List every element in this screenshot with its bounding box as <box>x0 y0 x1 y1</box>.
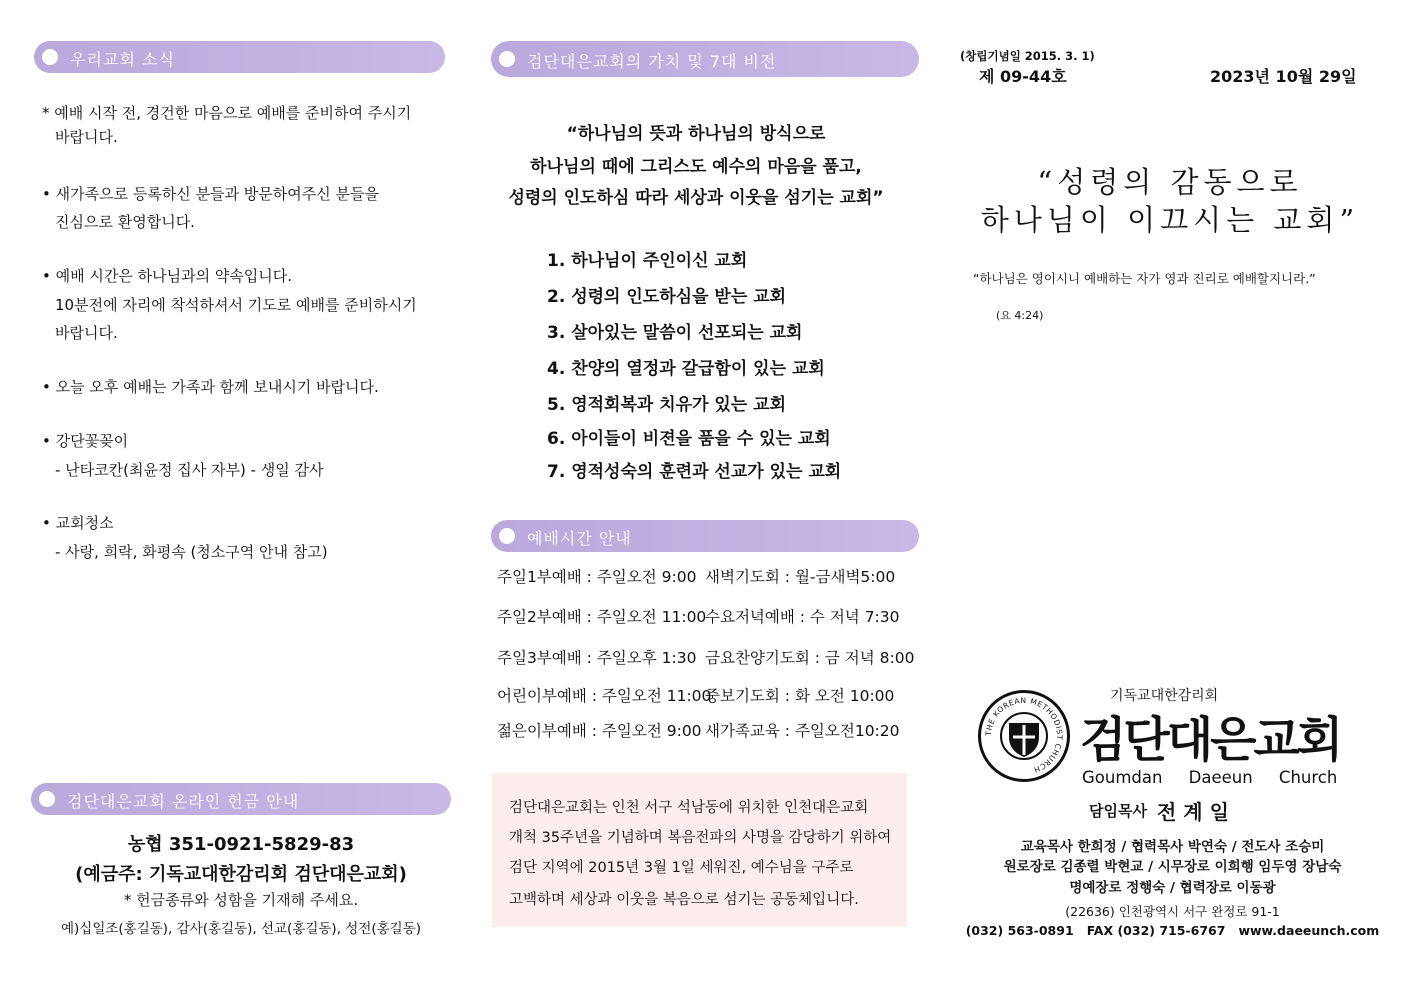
news-line: 바랍니다. <box>55 324 118 342</box>
staff-line: 원로장로 김종렬 박현교 / 시무장로 이희행 임두영 장남숙 <box>1003 859 1342 875</box>
news-line: • 오늘 오후 예배는 가족과 함께 보내시기 바랍니다. <box>42 378 379 396</box>
intro-line: 검단 지역에 2015년 3월 1일 세워진, 예수님을 구주로 <box>509 860 854 876</box>
motto-line: 하나님이 이끄시는 교회” <box>980 203 1360 237</box>
account-holder: (예금주: 기독교대한감리회 검단대은교회) <box>75 864 407 885</box>
church-name-english: Goumdan Daeeun Church <box>1082 768 1338 787</box>
vision-item: 6. 아이들이 비젼을 품을 수 있는 교회 <box>547 429 831 449</box>
scripture-reference: (요 4:24) <box>996 309 1044 322</box>
vision-item: 1. 하나님이 주인이신 교회 <box>547 251 748 271</box>
vision-quote-line: “하나님의 뜻과 하나님의 방식으로 <box>566 124 826 144</box>
vision-header-label: 검단대은교회의 가치 및 7대 비전 <box>527 52 777 71</box>
news-header-label: 우리교회 소식 <box>70 50 175 69</box>
news-line: 바랍니다. <box>55 128 118 146</box>
vision-header <box>491 41 919 77</box>
news-line: 진심으로 환영합니다. <box>55 213 195 231</box>
worship-row-left: 젊은이부예배 : 주일오전 9:00 <box>497 722 702 740</box>
news-line: • 예배 시간은 하나님과의 약속입니다. <box>42 267 293 285</box>
church-address: (22636) 인천광역시 서구 완정로 91-1 <box>1065 904 1280 919</box>
vision-item: 3. 살아있는 말씀이 선포되는 교회 <box>547 323 803 343</box>
worship-row-right: 중보기도회 : 화 오전 10:00 <box>705 687 895 705</box>
bulletin-date: 2023년 10월 29일 <box>1210 67 1357 86</box>
intro-line: 검단대은교회는 인천 서구 석남동에 위치한 인천대은교회 <box>509 800 869 816</box>
vision-item: 7. 영적성숙의 훈련과 선교가 있는 교회 <box>547 462 842 482</box>
worship-row-left: 주일3부예배 : 주일오후 1:30 <box>497 649 697 667</box>
offering-header <box>31 783 451 815</box>
senior-pastor-label: 담임목사 <box>1089 802 1147 820</box>
intro-line: 고백하며 세상과 이웃을 복음으로 섬기는 공동체입니다. <box>509 892 859 908</box>
worship-row-right: 수요저녁예배 : 수 저녁 7:30 <box>705 608 900 626</box>
worship-row-left: 어린이부예배 : 주일오전 11:00 <box>497 687 712 705</box>
news-line: - 사랑, 희락, 화평속 (청소구역 안내 참고) <box>55 543 328 561</box>
offering-note: * 헌금종류와 성함을 기재해 주세요. <box>123 891 359 909</box>
scripture-verse: “하나님은 영이시니 예배하는 자가 영과 진리로 예배할지니라.” <box>973 271 1316 286</box>
news-line: • 새가족으로 등록하신 분들과 방문하여주신 분들을 <box>42 185 379 203</box>
news-line: * 예배 시작 전, 경건한 마음으로 예배를 준비하여 주시기 <box>42 104 412 122</box>
church-name: 검단대은교회 <box>1080 712 1341 768</box>
bullet-dot-icon <box>499 51 515 67</box>
worship-header <box>491 520 919 552</box>
staff-line: 교육목사 한희정 / 협력목사 박연숙 / 전도사 조승미 <box>1020 839 1325 855</box>
offering-example: 예)십일조(홍길동), 감사(홍길동), 선교(홍길동), 성전(홍길동) <box>60 921 422 937</box>
news-line: - 난타코칸(최윤정 집사 자부) - 생일 감사 <box>55 461 324 479</box>
worship-row-right: 새벽기도회 : 월-금새벽5:00 <box>705 568 896 586</box>
staff-line: 명예장로 정행숙 / 협력장로 이동광 <box>1069 880 1276 896</box>
vision-item: 4. 찬양의 열정과 갈급함이 있는 교회 <box>547 359 825 379</box>
senior-pastor-name: 전 계 일 <box>1157 800 1229 824</box>
founding-date: (창립기념일 2015. 3. 1) <box>960 49 1095 63</box>
news-line: 10분전에 자리에 착석하셔서 기도로 예배를 준비하시기 <box>55 296 417 314</box>
church-intro-box <box>492 773 907 927</box>
news-header <box>34 41 445 73</box>
vision-item: 2. 성령의 인도하심을 받는 교회 <box>547 287 787 307</box>
bullet-dot-icon <box>39 791 55 807</box>
bullet-dot-icon <box>42 49 58 65</box>
worship-row-right: 금요찬양기도회 : 금 저녁 8:00 <box>705 649 915 667</box>
worship-row-left: 주일2부예배 : 주일오전 11:00 <box>497 608 707 626</box>
worship-row-left: 주일1부예배 : 주일오전 9:00 <box>497 568 697 586</box>
offering-header-label: 검단대은교회 온라인 헌금 안내 <box>67 792 300 811</box>
motto-line: “성령의 감동으로 <box>1037 165 1303 199</box>
denomination: 기독교대한감리회 <box>1110 688 1219 704</box>
vision-quote-line: 하나님의 때에 그리스도 예수의 마음을 품고, <box>530 157 862 177</box>
intro-line: 개척 35주년을 기념하며 복음전파의 사명을 감당하기 위하여 <box>509 830 892 846</box>
worship-row-right: 새가족교육 : 주일오전10:20 <box>705 722 900 740</box>
news-line: • 교회청소 <box>42 514 114 532</box>
church-contact: (032) 563-0891 FAX (032) 715-6767 www.daeeunch.com <box>965 923 1380 938</box>
bank-account: 농협 351-0921-5829-83 <box>127 834 355 855</box>
news-line: • 강단꽃꽂이 <box>42 432 129 450</box>
seal-ring-text: THE KOREAN METHODIST CHURCH <box>983 695 1065 775</box>
vision-item: 5. 영적회복과 치유가 있는 교회 <box>547 395 787 415</box>
vision-quote-line: 성령의 인도하심 따라 세상과 이웃을 섬기는 교회” <box>508 188 884 208</box>
bullet-dot-icon <box>499 528 515 544</box>
church-seal-icon <box>978 690 1070 782</box>
worship-header-label: 예배시간 안내 <box>527 529 632 548</box>
issue-number: 제 09-44호 <box>979 67 1067 86</box>
